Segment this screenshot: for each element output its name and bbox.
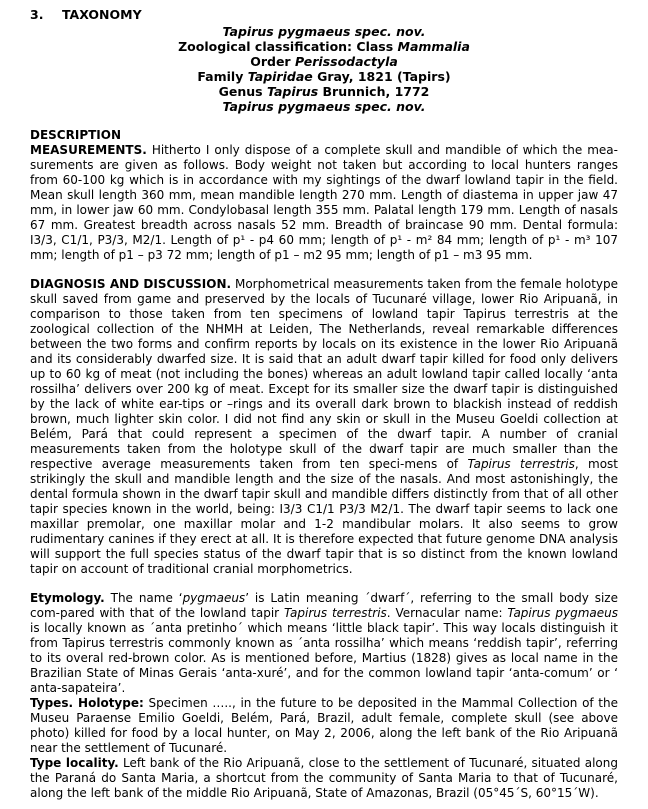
text-run: MEASUREMENTS. [30, 143, 147, 157]
text-run: Tapirus pygmaeus spec. nov. [222, 24, 426, 39]
section-number: 3. [30, 7, 44, 22]
text-run: is locally known as ´anta pretinho´ which means ‘little black tapir’. This way locals distinguish it from Tapirus terrestris commonly known as ´anta rossilha’ which means ‘reddish tapir’, referring to its overal red-brown color. As is mentioned before, Martius (1828) gives as local name in the Brazilian State of Minas Gerais ‘anta-xuré’, and for the common lowland tapir ‘anta-comum’ or ‘ anta-sapateira’. [30, 621, 618, 695]
text-run: Specimen ….., in the future to be deposited in the Mammal Collection of the Museu Paraense Emilio Goeldi, Belém, Pará, Brazil, adult female, complete skull (see above photo) killed for food by a local hunter, on May 2, 2006, along the left bank of the Rio Aripuanã near the settlement of Tucunaré. [30, 696, 619, 755]
text-run: pygmaeus [182, 591, 246, 605]
etymology-paragraph [30, 591, 618, 696]
classification-line-genus [30, 84, 618, 99]
description-heading: DESCRIPTION [30, 128, 122, 142]
classification-line-species-repeat [30, 99, 618, 114]
text-run: Tapirus terrestris [283, 606, 387, 620]
text-run: Tapirus pygmaeus [507, 606, 619, 620]
text-run: . Vernacular name: [386, 606, 508, 620]
classification-line-order [30, 54, 618, 69]
text-run: Tapirus [266, 84, 319, 99]
text-run: Tapirus terrestris [467, 457, 575, 471]
text-run: Type locality. [30, 756, 119, 770]
text-run: Perissodactyla [294, 54, 398, 69]
text-run: Brunnich, 1772 [318, 84, 430, 99]
classification-line-class [30, 39, 618, 54]
text-run: Gray, 1821 (Tapirs) [312, 69, 451, 84]
type-locality-paragraph [30, 756, 618, 801]
classification-block [30, 24, 618, 114]
diagnosis-paragraph [30, 277, 618, 577]
types-paragraph [30, 696, 618, 756]
text-run: Mammalia [397, 39, 470, 54]
text-run: Etymology. [30, 591, 105, 605]
text-run: DIAGNOSIS AND DISCUSSION. [30, 277, 232, 291]
classification-line-family [30, 69, 618, 84]
text-run: Tapirus pygmaeus spec. nov. [222, 99, 426, 114]
text-run: Tapiridae [247, 69, 313, 84]
text-run: ’ is Latin meaning ´dwarf´, referring to the small body size com-pared with that of the lowland tapir [30, 591, 618, 620]
text-run: Left bank of the Rio Aripuanã, close to the settlement of Tucunaré, situated along the Paraná do Santa Maria, a shortcut from the community of Santa Maria to that of Tucunaré, along the left bank of the middle Rio Aripuanã, State of Amazonas, Brazil (05°45´S, 60°15´W). [30, 756, 618, 800]
section-heading [30, 7, 618, 22]
text-run: Genus [218, 84, 267, 99]
text-run: , most strikingly the skull and mandible length and the size of the nasals. And most astonishingly, the dental formula shown in the dwarf tapir skull and mandible differs distinctly from that of all other tapir species known in the world, being: I3/3 C1/1 P3/3 M2/1. The dwarf tapir seems to lack one maxillar premolar, one maxillar molar and 1-2 mandibular molars. It also seems to grow rudimentary canines if they erect at all. It is therefore expected that future genome DNA analysis will support the full species status of the dwarf tapir that is so distinct from the known lowland tapir on account of traditional cranial morphometrics. [30, 457, 619, 576]
etymology-types-block [30, 591, 618, 801]
text-run: Family [197, 69, 248, 84]
text-run: Order [250, 54, 295, 69]
text-run: The name ‘ [104, 591, 183, 605]
section-title: TAXONOMY [62, 7, 142, 22]
text-run: Hitherto I only dispose of a complete skull and mandible of which the mea-surements are given as follows. Body weight not taken but according to local hunters ranges from 60-100 kg which is in accordance with my sightings of the dwarf lowland tapir in the field. Mean skull length 360 mm, mean mandible length 270 mm. Length of diastema in upper jaw 47 mm, in lower jaw 60 mm. Condylobasal length 355 mm. Palatal length 179 mm. Length of nasals 67 mm. Greatest breadth across nasals 52 mm. Breadth of braincase 90 mm. Dental formula: I3/3, C1/1, P3/3, M2/1. Length of p¹ - p4 60 mm; length of p¹ - m² 84 mm; length of p¹ - m³ 107 mm; length of p1 – p3 72 mm; length of p1 – m2 95 mm; length of p1 – m3 95 mm. [30, 143, 618, 262]
classification-line-species [30, 24, 618, 39]
measurements-paragraph [30, 143, 618, 263]
text-run: Morphometrical measurements taken from the female holotype skull saved from game and preserved by the locals of Tucunaré village, lower Rio Aripuanã, in comparison to those taken from ten specimens of lowland tapir Tapirus terrestris at the zoological collection of the NHMH at Leiden, The Netherlands, reveal remarkable differences between the two forms and confirm reports by locals on its existence in the lower Rio Aripuanã and its considerably dwarfed size. It is said that an adult dwarf tapir killed for food only delivers up to 60 kg of meat (not including the bones) whereas an adult lowland tapir called locally ‘anta rossilha’ delivers over 200 kg of meat. Except for its smaller size the dwarf tapir is distinguished by the lack of white ear-tips or –rings and its overall dark brown to blackish instead of reddish brown, much lighter skin color. I did not find any skin or skull in the Museu Goeldi collection at Belém, Pará that could represent a specimen of the dwarf tapir. A number of cranial measurements taken from the holotype skull of the dwarf tapir are much smaller than the respective average measurements taken from ten speci-mens of [30, 277, 618, 471]
text-run: Zoological classification: Class [178, 39, 398, 54]
text-run: Types. Holotype: [30, 696, 144, 710]
